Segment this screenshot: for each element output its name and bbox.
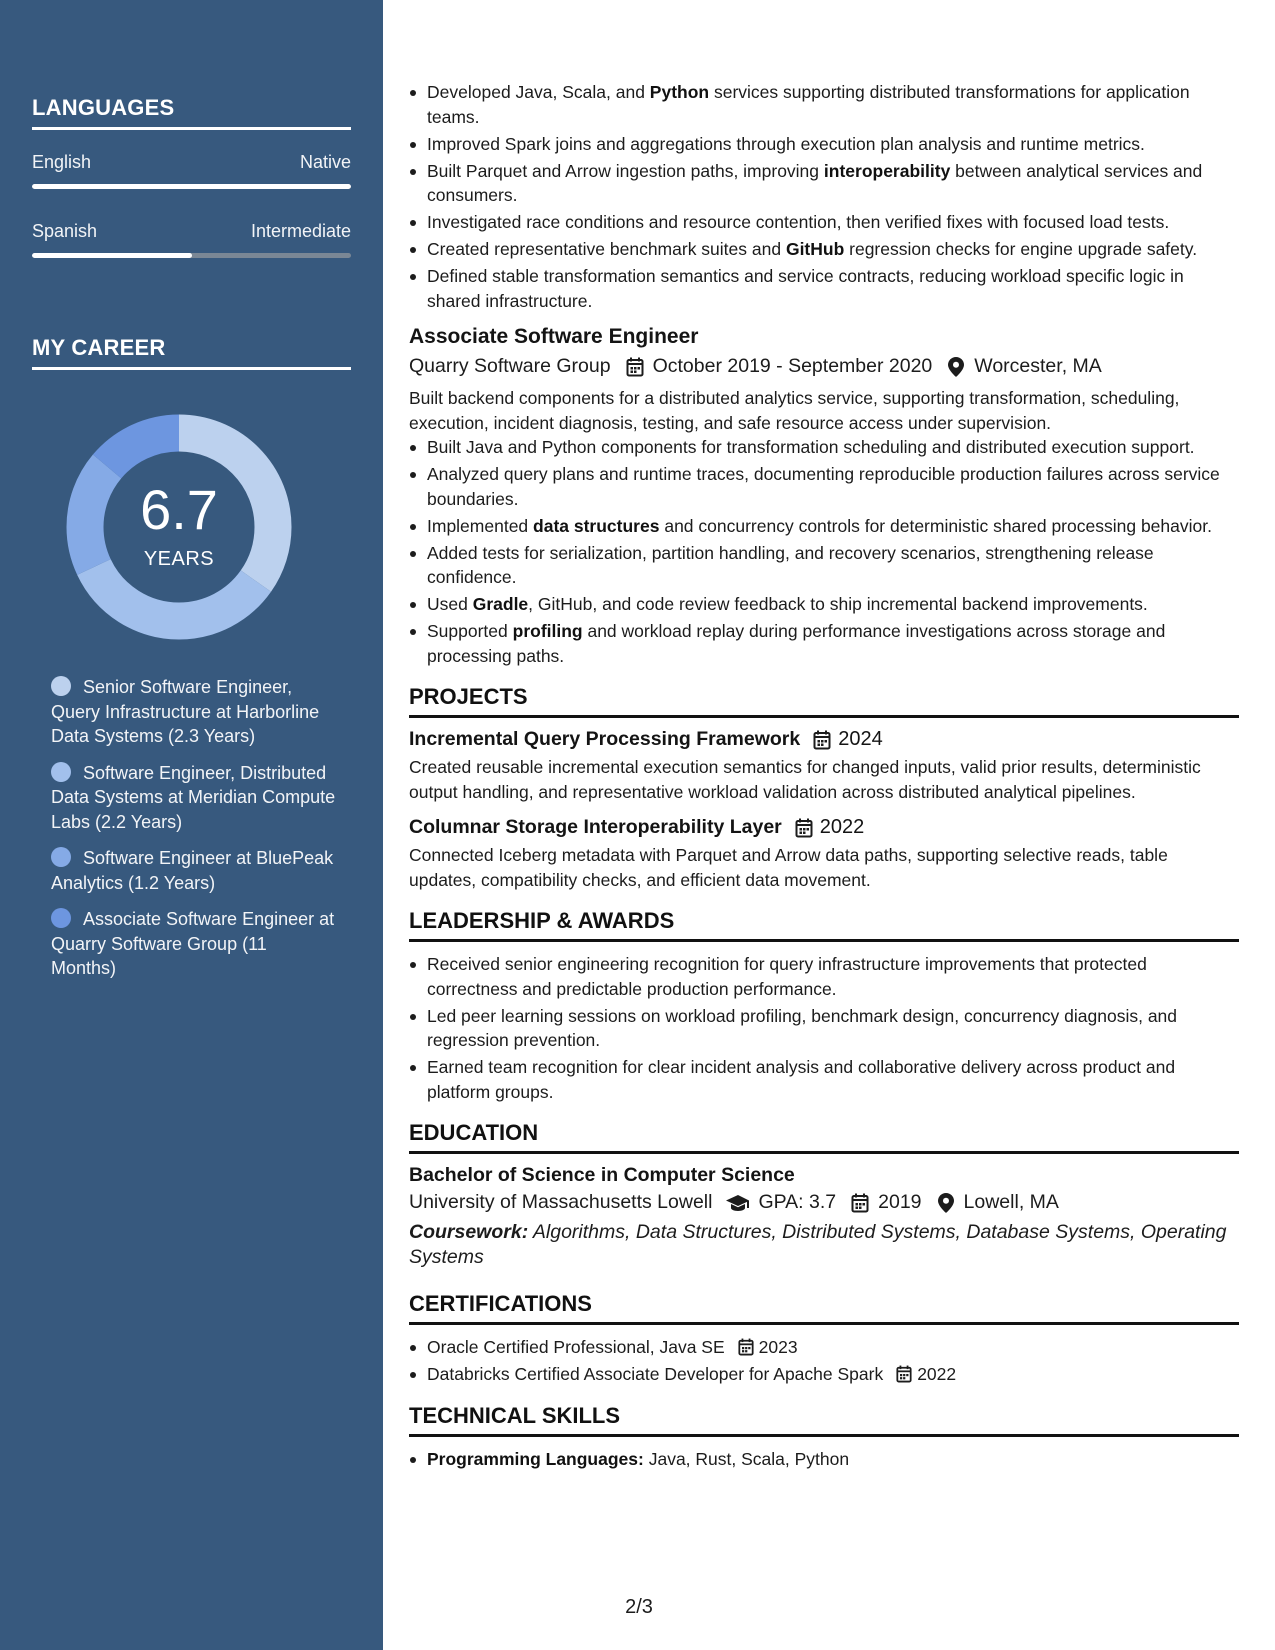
bullet-item: Implemented data structures and concurrency controls for deterministic shared processing behavior. [409, 514, 1239, 539]
bullet-item: Improved Spark joins and aggregations through execution plan analysis and runtime metrics. [409, 132, 1239, 157]
skills-list [409, 1447, 1239, 1472]
legend-dot-icon [51, 676, 71, 696]
bullet-item: Supported profiling and workload replay during performance investigations across storage and processing paths. [409, 619, 1239, 668]
language-name: Spanish [32, 221, 98, 241]
certification-name: Oracle Certified Professional, Java SE [427, 1337, 725, 1357]
legend-dot-icon [51, 847, 71, 867]
coursework-list: Algorithms, Data Structures, Distributed Systems, Database Systems, Operating Systems [409, 1221, 1227, 1268]
education-location: Lowell, MA [963, 1191, 1059, 1213]
bullet-item: Developed Java, Scala, and Python services supporting distributed transformations for application teams. [409, 80, 1239, 129]
bullet-item: Built Parquet and Arrow ingestion paths, improving interoperability between analytical services and consumers. [409, 159, 1239, 208]
location-pin-icon [936, 1193, 956, 1213]
certification-name: Databricks Certified Associate Developer for Apache Spark [427, 1364, 884, 1384]
project-title-row [409, 728, 1239, 751]
certification-year: 2022 [917, 1364, 957, 1384]
projects-heading: PROJECTS [409, 684, 1239, 718]
calendar-icon [794, 818, 814, 838]
skill-value: Java, Rust, Scala, Python [643, 1448, 850, 1469]
school-name: University of Massachusetts Lowell [409, 1191, 713, 1213]
calendar-icon [625, 357, 645, 377]
skill-item [409, 1447, 1239, 1472]
previous-job-bullets [409, 80, 1239, 313]
gpa: GPA: 3.7 [758, 1191, 837, 1213]
certification-year: 2023 [758, 1337, 798, 1357]
sidebar [0, 0, 383, 1650]
bullet-item: Used Gradle, GitHub, and code review feedback to ship incremental backend improvements. [409, 592, 1239, 617]
bullet-item: Analyzed query plans and runtime traces, documenting reproducible production failures across service boundaries. [409, 462, 1239, 511]
language-row-spanish [32, 221, 351, 242]
career-donut-chart [66, 414, 292, 640]
certifications-heading: CERTIFICATIONS [409, 1291, 1239, 1325]
career-legend-item [51, 846, 336, 895]
project-title: Columnar Storage Interoperability Layer [409, 816, 782, 838]
calendar-icon [812, 730, 832, 750]
project-description: Created reusable incremental execution semantics for changed inputs, valid prior results, deterministic output handling, and representative workload validation across distributed analytical pipelines. [409, 757, 1201, 802]
calendar-icon [850, 1193, 870, 1213]
bullet-item: Created representative benchmark suites and GitHub regression checks for engine upgrade safety. [409, 237, 1239, 262]
career-legend [51, 675, 336, 993]
location-pin-icon [946, 357, 966, 377]
job-title: Associate Software Engineer [409, 325, 699, 348]
job-bullets [409, 435, 1239, 668]
coursework-label: Coursework: [409, 1221, 529, 1243]
bullet-item: Received senior engineering recognition for query infrastructure improvements that protected correctness and predictable production performance. [409, 952, 1239, 1001]
education-meta [409, 1191, 1239, 1214]
certification-list [409, 1335, 1239, 1387]
coursework [409, 1220, 1239, 1269]
career-legend-label: Software Engineer, Distributed Data Systems at Meridian Compute Labs (2.2 Years) [51, 762, 336, 832]
leadership-bullets [409, 952, 1239, 1104]
project-title-row [409, 816, 1239, 839]
calendar-icon [737, 1338, 755, 1356]
career-legend-item [51, 907, 336, 981]
bullet-item: Defined stable transformation semantics and service contracts, reducing workload specific logic in shared infrastructure. [409, 264, 1239, 313]
graduation-cap-icon [726, 1193, 750, 1213]
language-level: Native [299, 152, 351, 172]
language-proficiency-bar [32, 184, 351, 189]
skill-label: Programming Languages: [427, 1448, 644, 1469]
career-legend-item [51, 675, 336, 749]
job-company: Quarry Software Group [409, 355, 611, 377]
education-heading: EDUCATION [409, 1120, 1239, 1154]
project-year: 2022 [819, 816, 865, 838]
career-total-unit: YEARS [143, 548, 215, 570]
bullet-item: Added tests for serialization, partition handling, and recovery scenarios, strengthening release confidence. [409, 541, 1239, 590]
job-summary: Built backend components for a distributed analytics service, supporting transformation, scheduling, execution, incident diagnosis, testing, and safe resource access under supervision. [409, 388, 1180, 433]
degree-title: Bachelor of Science in Computer Science [409, 1164, 795, 1186]
language-proficiency-fill [32, 184, 351, 189]
graduation-year: 2019 [878, 1191, 922, 1213]
languages-heading: LANGUAGES [32, 95, 351, 130]
legend-dot-icon [51, 762, 71, 782]
job-meta [409, 355, 1239, 378]
language-proficiency-bar [32, 253, 351, 258]
project-description: Connected Iceberg metadata with Parquet and Arrow data paths, supporting selective reads, table updates, compatibility checks, and efficient data movement. [409, 845, 1168, 890]
career-legend-label: Associate Software Engineer at Quarry Software Group (11 Months) [51, 909, 335, 978]
bullet-item: Investigated race conditions and resource contention, then verified fixes with focused load tests. [409, 210, 1239, 235]
career-legend-label: Software Engineer at BluePeak Analytics (1.2 Years) [51, 848, 334, 893]
job-location: Worcester, MA [974, 355, 1102, 377]
career-legend-item [51, 761, 336, 835]
bullet-item: Built Java and Python components for transformation scheduling and distributed execution support. [409, 435, 1239, 460]
certification-item [409, 1335, 1239, 1360]
certification-item [409, 1362, 1239, 1387]
career-legend-label: Senior Software Engineer, Query Infrastructure at Harborline Data Systems (2.3 Years) [51, 677, 320, 746]
page-number: 2/3 [625, 1596, 653, 1618]
skills-heading: TECHNICAL SKILLS [409, 1403, 1239, 1437]
bullet-item: Earned team recognition for clear incident analysis and collaborative delivery across product and platform groups. [409, 1055, 1239, 1104]
language-level: Intermediate [250, 221, 351, 241]
main-content [409, 80, 1239, 1474]
leadership-heading: LEADERSHIP & AWARDS [409, 908, 1239, 942]
language-proficiency-fill [32, 253, 192, 258]
job-dates: October 2019 - September 2020 [652, 355, 933, 377]
bullet-item: Led peer learning sessions on workload profiling, benchmark design, concurrency diagnosis, and regression prevention. [409, 1004, 1239, 1053]
language-row-english [32, 152, 351, 173]
language-name: English [32, 152, 92, 172]
project-year: 2024 [838, 728, 883, 750]
career-total-years: 6.7 [140, 478, 218, 541]
project-title: Incremental Query Processing Framework [409, 728, 801, 750]
legend-dot-icon [51, 908, 71, 928]
calendar-icon [895, 1365, 913, 1383]
career-heading: MY CAREER [32, 335, 351, 370]
